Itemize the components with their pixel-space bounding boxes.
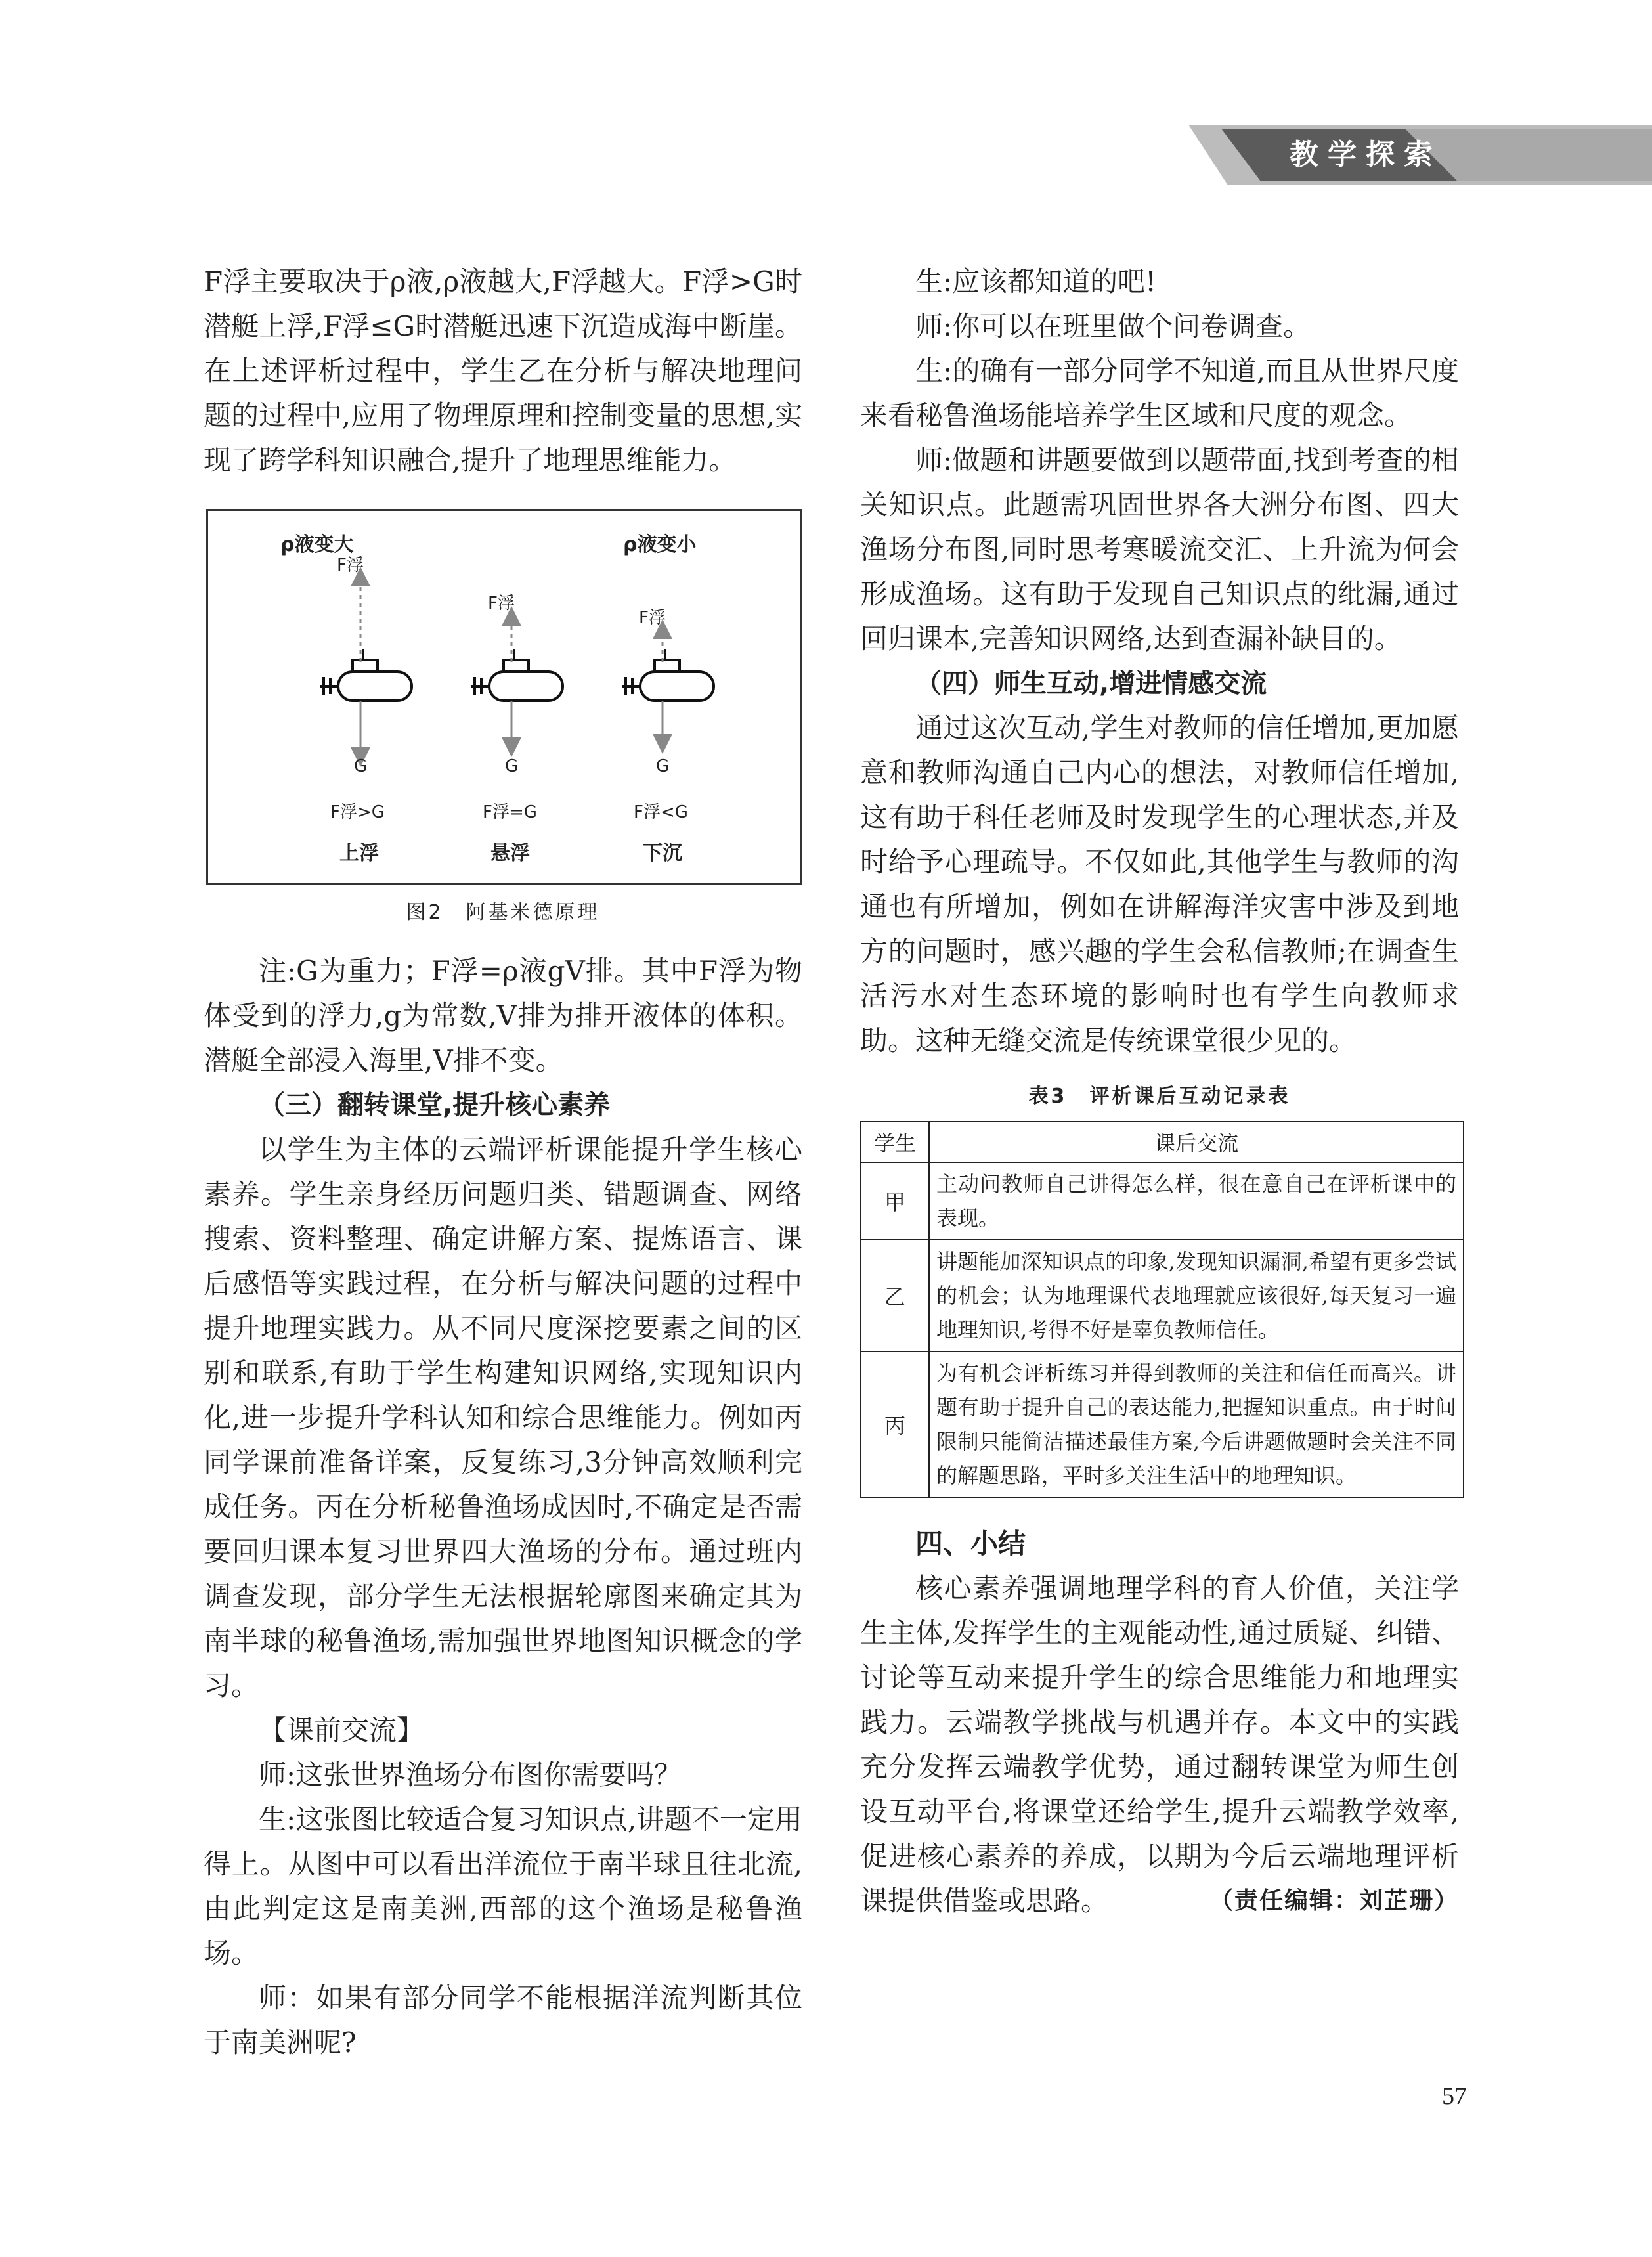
table-row [861,1162,1464,1240]
submarine-sinking [622,649,714,701]
dialogue-line-6: 生:的确有一部分同学不知道,而且从世界尺度来看秘鲁渔场能培养学生区域和尺度的观念。 [860,355,1459,431]
figure-archimedes [206,509,802,885]
editor-credit: （责任编辑：刘芷珊） [1209,1887,1459,1914]
table-caption: 表3 评析课后互动记录表 [1028,1085,1291,1108]
dialogue-line-3: 师：如果有部分同学不能根据洋流判断其位于南美洲呢? [204,1982,802,2059]
condition-label-2: F浮=G [483,802,537,822]
pre-class-exchange-title: 【课前交流】 [259,1714,425,1746]
force-label-3: F浮 [639,608,666,628]
figure-title-right: ρ液变小 [623,533,697,556]
state-label-3: 下沉 [643,842,682,865]
dialogue-line-5: 师:你可以在班里做个问卷调查。 [915,310,1311,342]
paragraph-buoyancy: F浮主要取决于ρ液,ρ液越大,F浮越大。F浮>G时潜艇上浮,F浮≤G时潜艇迅速下沉造成海中断崖。在上述评析过程中，学生乙在分析与解决地理问题的过程中,应用了物理原理和控制变量的思想,实现了跨学科知识融合,提升了地理思维能力。 [204,265,802,476]
table-cell-exchange: 为有机会评析练习并得到教师的关注和信任而高兴。讲题有助于提升自己的表达能力,把握知识重点。由于时间限制只能简洁描述最佳方案,今后讲题做题时会关注不同的解题思路，平时多关注生活中的地理知识。 [929,1351,1464,1497]
submarine-suspended [471,649,563,701]
table-row [861,1351,1464,1497]
table-header-student: 学生 [861,1122,929,1162]
table-header-exchange: 课后交流 [929,1122,1464,1162]
table-row [861,1240,1464,1351]
summary-text: 核心素养强调地理学科的育人价值，关注学生主体,发挥学生的主观能动性,通过质疑、纠错、讨论等互动来提升学生的综合思维能力和地理实践力。云端教学挑战与机遇并存。本文中的实践充分发挥云端教学优势，通过翻转课堂为师生创设互动平台,将课堂还给学生,提升云端教学效率,促进核心素养的养成，以期为今后云端地理评析课提供借鉴或思路。 [860,1572,1459,1917]
table-cell-exchange: 主动问教师自己讲得怎么样，很在意自己在评析课中的表现。 [929,1162,1464,1240]
force-label-1: F浮 [337,556,364,575]
paragraph-interaction: 通过这次互动,学生对教师的信任增加,更加愿意和教师沟通自己内心的想法，对教师信任增加,这有助于科任老师及时发现学生的心理状态,并及时给予心理疏导。不仅如此,其他学生与教师的沟通也有所增加，例如在讲解海洋灾害中涉及到地方的问题时，感兴趣的学生会私信教师;在调查生活污水对生态环境的影响时也有学生向教师求助。这种无缝交流是传统课堂很少见的。 [860,712,1459,1057]
condition-label-3: F浮<G [634,802,688,822]
gravity-label-1: G [354,756,368,776]
figure-title-left: ρ液变大 [280,533,354,556]
table-cell-student: 甲 [861,1162,929,1240]
right-column [860,259,1459,1923]
submarine-diagram [208,511,800,883]
paragraph-summary [860,1566,1459,1923]
gravity-label-2: G [505,756,519,776]
gravity-label-3: G [656,756,670,776]
submarine-rising [320,649,412,701]
condition-label-1: F浮>G [330,802,385,822]
state-label-1: 上浮 [339,842,379,865]
table-cell-student: 丙 [861,1351,929,1497]
heading-flipped-class: （三）翻转课堂,提升核心素养 [259,1090,611,1120]
figure-note: 注:G为重力；F浮=ρ液gV排。其中F浮为物体受到的浮力,g为常数,V排为排开液体的体积。潜艇全部浸入海里,V排不变。 [204,955,802,1076]
left-column [204,259,802,2065]
force-label-2: F浮 [488,594,515,613]
table-cell-student: 乙 [861,1240,929,1351]
paragraph-core-literacy: 以学生为主体的云端评析课能提升学生核心素养。学生亲身经历问题归类、错题调查、网络搜索、资料整理、确定讲解方案、提炼语言、课后感悟等实践过程，在分析与解决问题的过程中提升地理实践力。从不同尺度深挖要素之间的区别和联系,有助于学生构建知识网络,实现知识内化,进一步提升学科认知和综合思维能力。例如丙同学课前准备详案，反复练习,3分钟高效顺利完成任务。丙在分析秘鲁渔场成因时,不确定是否需要回归课本复习世界四大渔场的分布。通过班内调查发现，部分学生无法根据轮廓图来确定其为南半球的秘鲁渔场,需加强世界地图知识概念的学习。 [204,1133,802,1701]
interaction-record-table [860,1121,1464,1498]
section-summary-title: 四、小结 [915,1527,1026,1560]
figure-caption: 图2 阿基米德原理 [406,901,600,924]
dialogue-line-4: 生:应该都知道的吧! [915,265,1157,297]
section-header-title: 教学探索 [1290,138,1442,171]
dialogue-line-7: 师:做题和讲题要做到以题带面,找到考查的相关知识点。此题需巩固世界各大洲分布图、四大渔场分布图,同时思考寒暖流交汇、上升流为何会形成渔场。这有助于发现自己知识点的纰漏,通过回归课本,完善知识网络,达到查漏补缺目的。 [860,444,1459,655]
dialogue-line-2: 生:这张图比较适合复习知识点,讲题不一定用得上。从图中可以看出洋流位于南半球且往北流,由此判定这是南美洲,西部的这个渔场是秘鲁渔场。 [204,1803,802,1969]
state-label-2: 悬浮 [490,842,530,865]
heading-teacher-student-interaction: （四）师生互动,增进情感交流 [915,668,1267,699]
table-cell-exchange: 讲题能加深知识点的印象,发现知识漏洞,希望有更多尝试的机会；认为地理课代表地理就应该很好,每天复习一遍地理知识,考得不好是辜负教师信任。 [929,1240,1464,1351]
page-number: 57 [1442,2082,1467,2110]
dialogue-line-1: 师:这张世界渔场分布图你需要吗？ [259,1759,682,1791]
